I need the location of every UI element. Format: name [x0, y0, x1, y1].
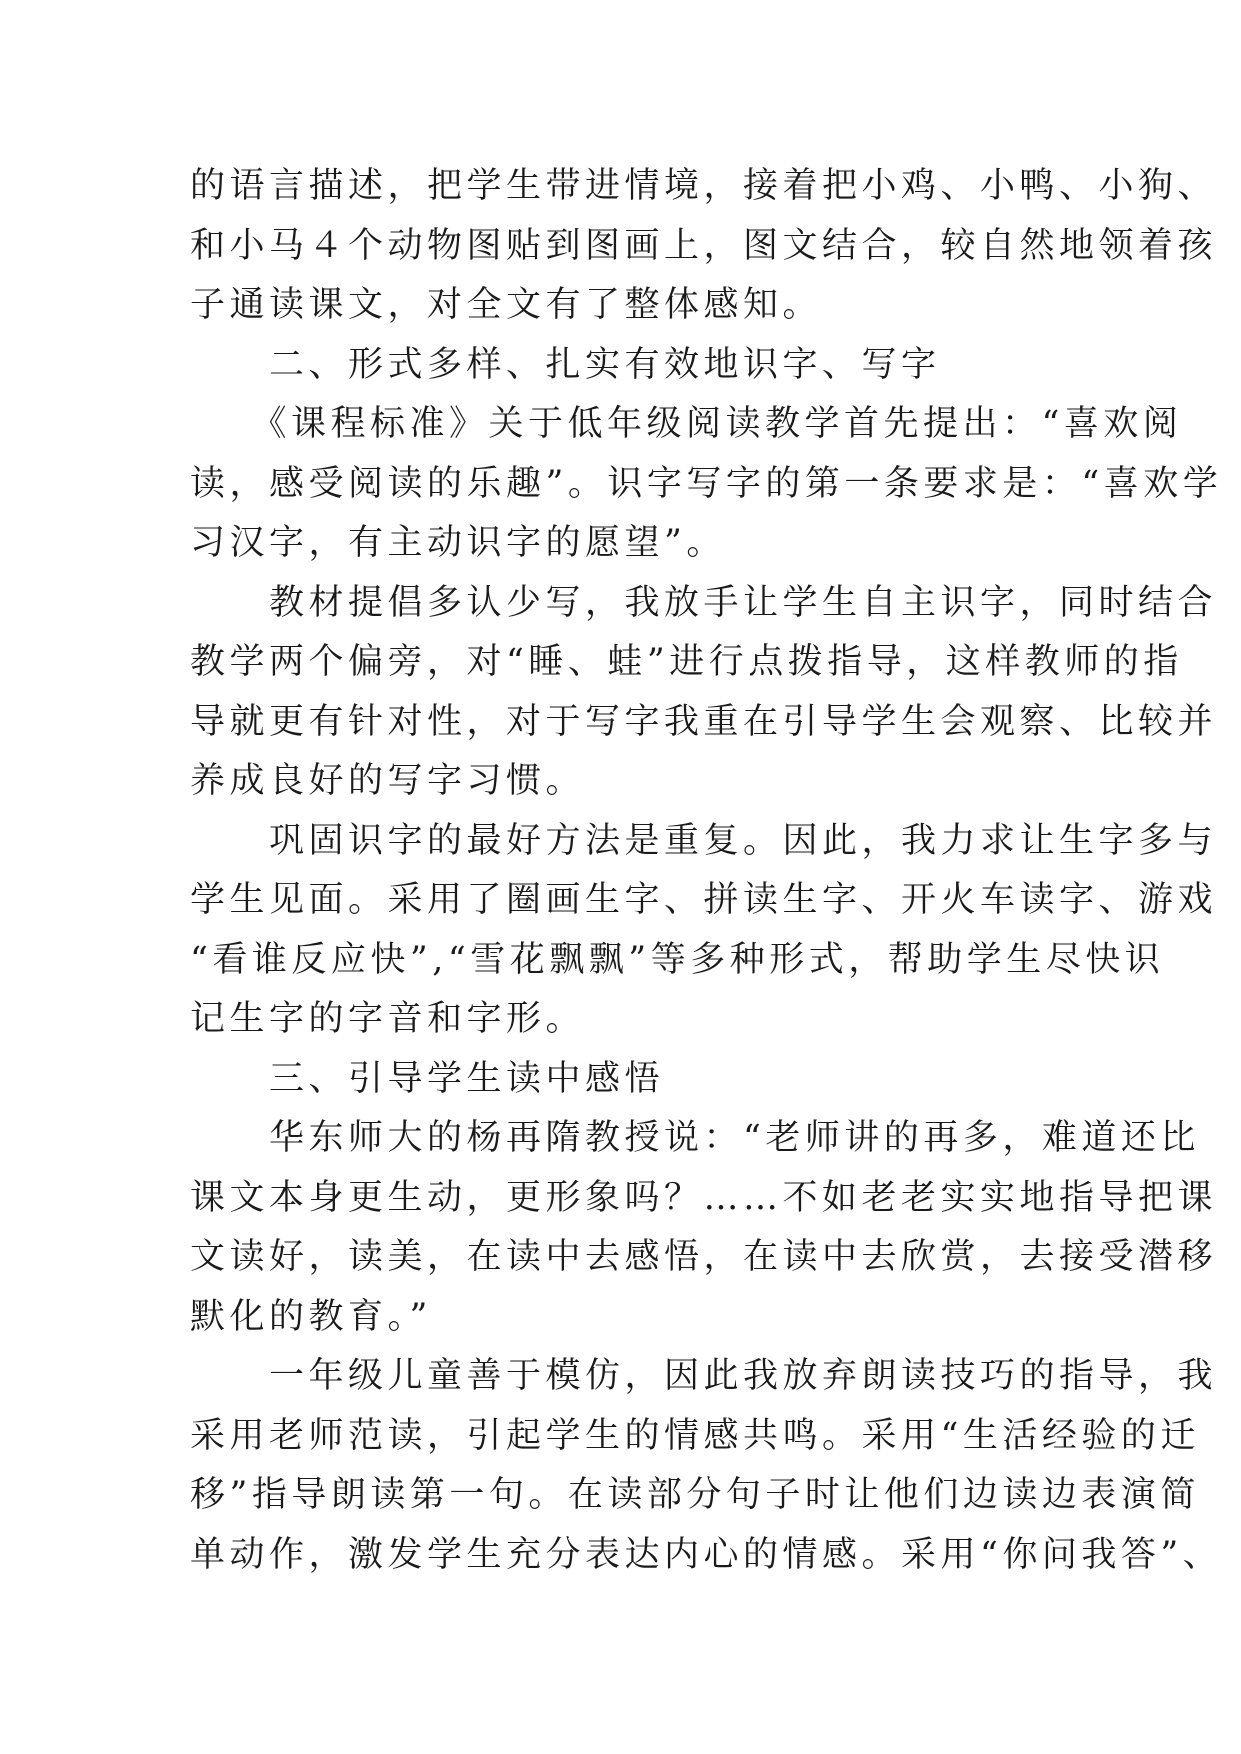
text-line: 采用老师范读，引起学生的情感共鸣。采用“生活经验的迁: [190, 1415, 1200, 1456]
text-line: 导就更有针对性，对于写字我重在引导学生会观察、比较并: [190, 701, 1218, 742]
text-line: 教学两个偏旁，对“睡、蛙”进行点拨指导，这样教师的指: [190, 642, 1183, 682]
text-line: 单动作，激发学生充分表达内心的情感。采用“你问我答”、: [190, 1534, 1223, 1575]
text-line: 养成良好的写字习惯。: [190, 761, 586, 801]
text-line: 巩固识字的最好方法是重复。因此，我力求让生字多与: [190, 820, 1218, 861]
text-line: “看谁反应快”,“雪花飘飘”等多种形式，帮助学生尽快识: [190, 939, 1165, 980]
text-line: 子通读课文，对全文有了整体感知。: [190, 285, 823, 325]
text-line: 习汉字，有主动识字的愿望”。: [190, 523, 726, 563]
text-line: 文读好，读美，在读中去感悟，在读中去欣赏，去接受潜移: [190, 1237, 1218, 1277]
text-line: 课文本身更生动，更形象吗？……不如老老实实地指导把课: [190, 1177, 1218, 1218]
text-line: 记生字的字音和字形。: [190, 999, 586, 1039]
body-text: [190, 157, 1223, 1585]
text-line: 读，感受阅读的乐趣”。识字写字的第一条要求是：“喜欢学: [190, 463, 1223, 504]
text-line: 《课程标准》关于低年级阅读教学首先提出：“喜欢阅: [190, 404, 1183, 444]
text-line: 教材提倡多认少写，我放手让学生自主识字，同时结合: [190, 582, 1218, 623]
text-line: 和小马４个动物图贴到图画上，图文结合，较自然地领着孩: [190, 225, 1218, 266]
text-line: 学生见面。采用了圈画生字、拼读生字、开火车读字、游戏: [190, 880, 1218, 920]
text-line: 默化的教育。”: [190, 1296, 432, 1337]
text-line: 移”指导朗读第一句。在读部分句子时让他们边读边表演简: [190, 1475, 1200, 1515]
text-line: 一年级儿童善于模仿，因此我放弃朗读技巧的指导，我: [190, 1356, 1218, 1396]
section-heading: 三、引导学生读中感悟: [190, 1058, 665, 1099]
text-line: 的语言描述，把学生带进情境，接着把小鸡、小鸭、小狗、: [190, 166, 1218, 206]
section-heading: 二、形式多样、扎实有效地识字、写字: [190, 344, 941, 385]
text-line: 华东师大的杨再隋教授说：“老师讲的再多，难道还比: [190, 1118, 1200, 1158]
